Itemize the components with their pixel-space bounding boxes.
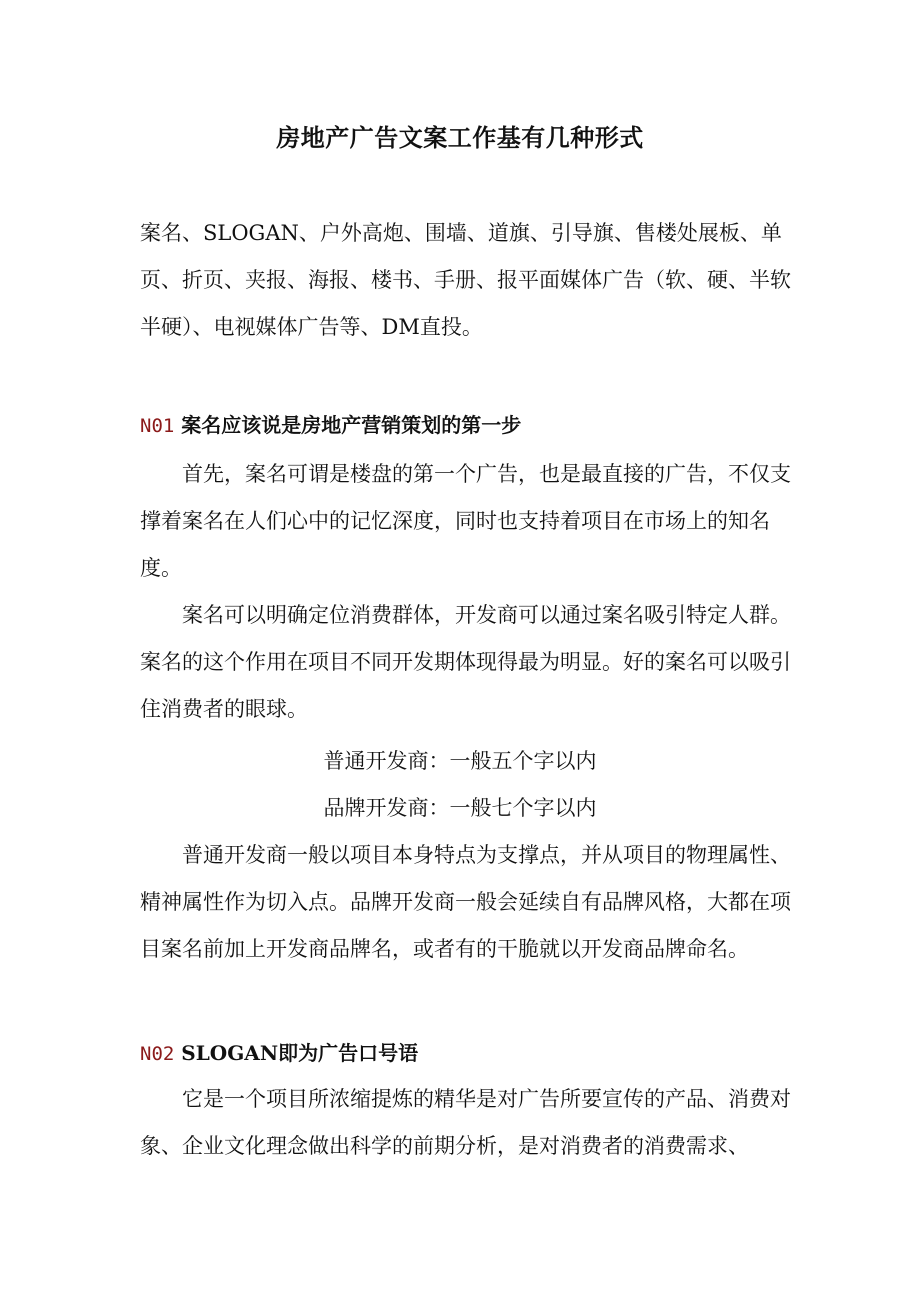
section-title-1: 案名应该说是房地产营销策划的第一步	[174, 413, 522, 437]
intro-paragraph: 案名、SLOGAN、户外高炮、围墙、道旗、引导旗、售楼处展板、单页、折页、夹报、海报、楼书、手册、报平面媒体广告（软、硬、半软半硬）、电视媒体广告等、DM直投。	[140, 221, 791, 339]
document-title: 房地产广告文案工作基有几种形式	[276, 123, 644, 152]
section1-paragraph-3: 普通开发商一般以项目本身特点为支撑点，并从项目的物理属性、精神属性作为切入点。品牌开发商一般会延续自有品牌风格，大都在项目案名前加上开发商品牌名，或者有的干脆就以开发商品牌命名。	[140, 843, 791, 961]
section-number-1: N01	[140, 415, 175, 437]
section-heading-1	[140, 410, 521, 441]
section-heading-2	[140, 1038, 418, 1069]
section1-centered-line-2: 品牌开发商：一般七个字以内	[323, 796, 597, 820]
section-number-2: N02	[140, 1043, 175, 1065]
section1-centered-line-1: 普通开发商：一般五个字以内	[323, 749, 597, 773]
section-title-2: SLOGAN即为广告口号语	[174, 1041, 419, 1065]
section1-paragraph-1: 首先，案名可谓是楼盘的第一个广告，也是最直接的广告，不仅支撑着案名在人们心中的记忆深度，同时也支持着项目在市场上的知名度。	[140, 462, 791, 580]
section2-paragraph-1: 它是一个项目所浓缩提炼的精华是对广告所要宣传的产品、消费对象、企业文化理念做出科学的前期分析，是对消费者的消费需求、	[140, 1087, 791, 1158]
section1-paragraph-2: 案名可以明确定位消费群体，开发商可以通过案名吸引特定人群。案名的这个作用在项目不同开发期体现得最为明显。好的案名可以吸引住消费者的眼球。	[140, 603, 791, 721]
